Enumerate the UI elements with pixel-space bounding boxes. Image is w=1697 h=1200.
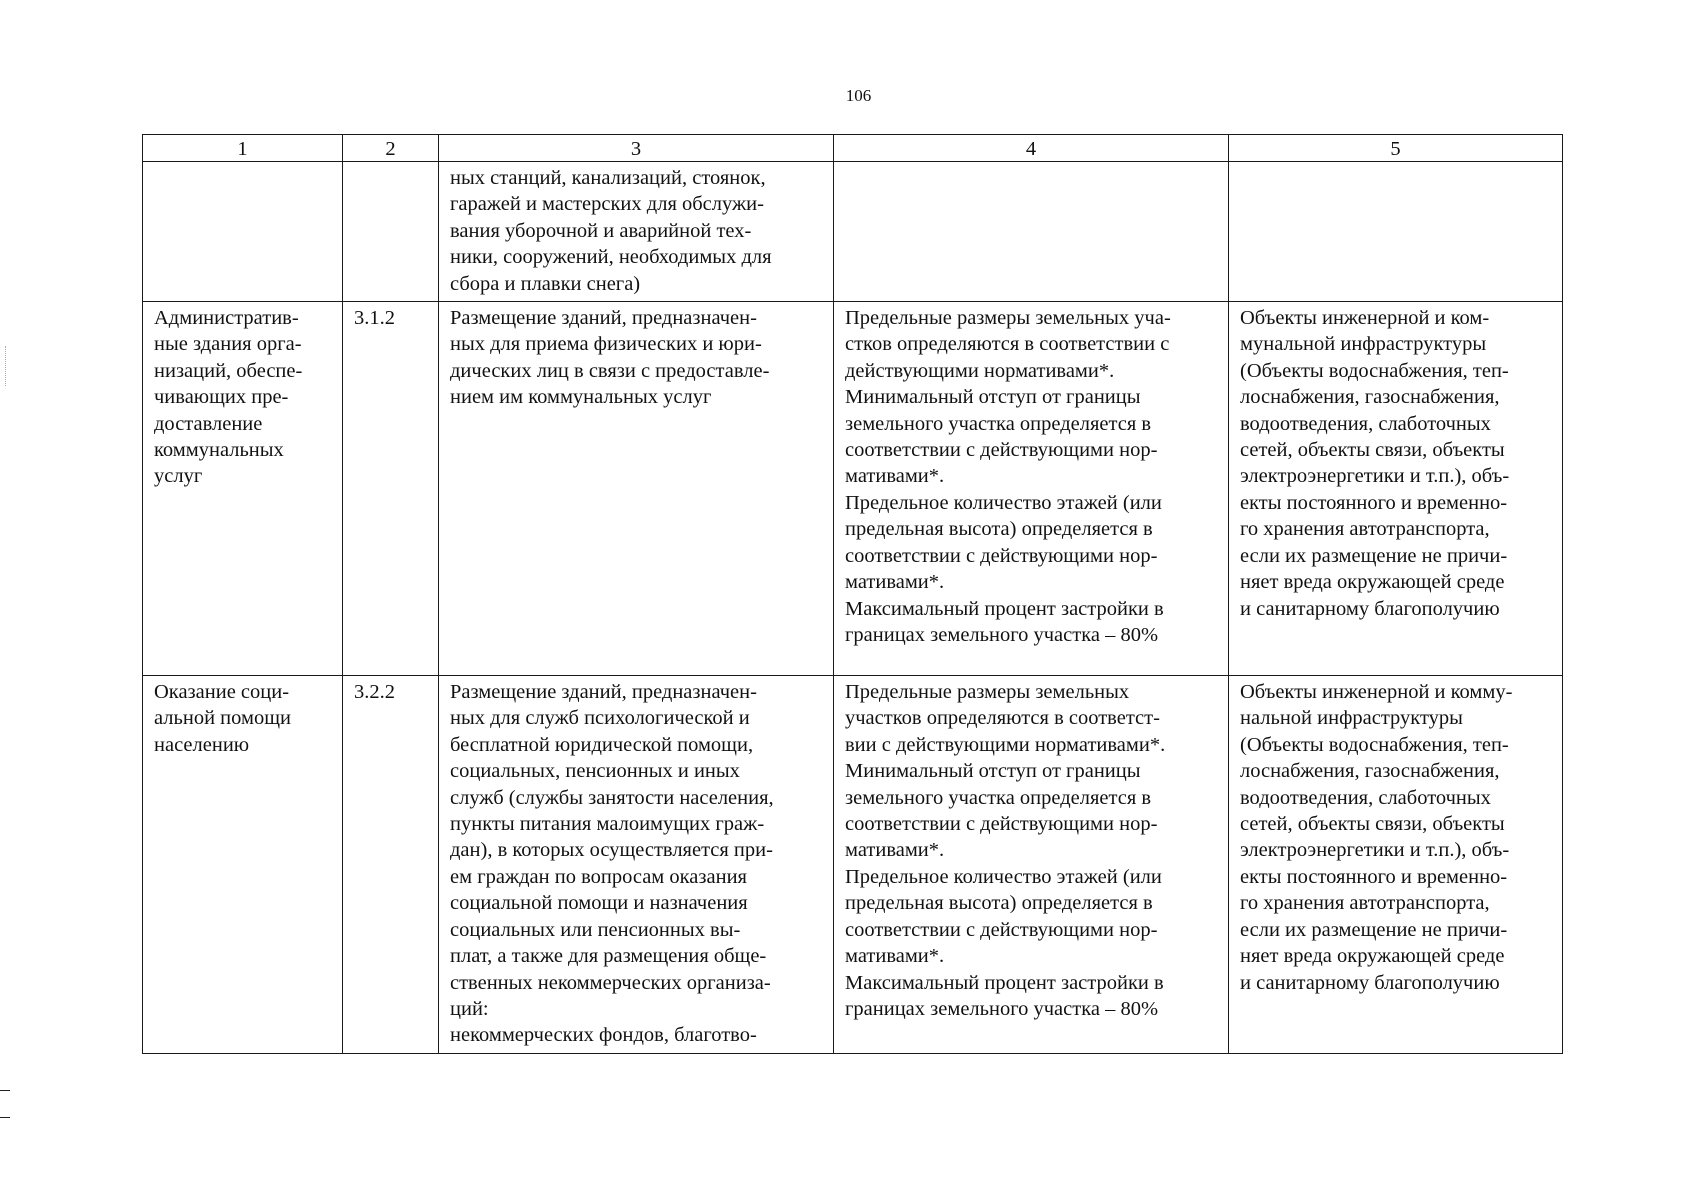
scan-edge-mark bbox=[0, 1117, 10, 1118]
text-line: Размещение зданий, предназначен- bbox=[450, 681, 757, 704]
text-line: го хранения автотранспорта, bbox=[1240, 892, 1490, 915]
text-line: альной помощи bbox=[154, 707, 291, 730]
text-line: низаций, обеспе- bbox=[154, 359, 303, 382]
text-line: няет вреда окружающей среде bbox=[1240, 571, 1505, 594]
scan-edge-mark bbox=[0, 1090, 10, 1091]
table-row bbox=[143, 676, 1563, 1054]
text-line: социальных или пенсионных вы- bbox=[450, 918, 741, 941]
column-header-3: 3 bbox=[439, 135, 834, 162]
parameters-cell bbox=[834, 302, 1229, 676]
text-line: лоснабжения, газоснабжения, bbox=[1240, 386, 1500, 409]
column-header-4: 4 bbox=[834, 135, 1229, 162]
text-line: коммунальных bbox=[154, 439, 284, 462]
text-line: дан), в которых осуществляется при- bbox=[450, 839, 773, 862]
column-header-5: 5 bbox=[1229, 135, 1563, 162]
text-line: участков определяются в соответст- bbox=[845, 707, 1160, 730]
text-line: Максимальный процент застройки в bbox=[845, 971, 1164, 994]
parameters-cell bbox=[834, 676, 1229, 1054]
page-number: 106 bbox=[845, 86, 872, 105]
text-line: ники, сооружений, необходимых для bbox=[450, 246, 772, 269]
table-row bbox=[143, 302, 1563, 676]
text-line: Объекты инженерной и комму- bbox=[1240, 681, 1513, 704]
use-code-cell: 3.1.2 bbox=[343, 302, 439, 676]
text-line: Предельные размеры земельных уча- bbox=[845, 307, 1171, 330]
text-line: вии с действующими нормативами*. bbox=[845, 733, 1166, 756]
text-line: Оказание соци- bbox=[154, 681, 290, 704]
text-line: и санитарному благополучию bbox=[1240, 597, 1500, 620]
text-line: (Объекты водоснабжения, теп- bbox=[1240, 359, 1509, 382]
text-line: водоотведения, слаботочных bbox=[1240, 786, 1491, 809]
text-line: бесплатной юридической помощи, bbox=[450, 733, 754, 756]
text-line: пункты питания малоимущих граж- bbox=[450, 813, 765, 836]
use-name-cell bbox=[143, 676, 343, 1054]
table-row bbox=[143, 162, 1563, 302]
text-line: Предельное количество этажей (или bbox=[845, 865, 1162, 888]
use-description-cell bbox=[439, 676, 834, 1054]
text-line: предельная высота) определяется в bbox=[845, 892, 1153, 915]
text-line: ций: bbox=[450, 997, 489, 1020]
text-line: электроэнергетики и т.п.), объ- bbox=[1240, 839, 1510, 862]
text-line: границах земельного участка – 80% bbox=[845, 997, 1159, 1020]
scan-margin-artifact bbox=[5, 346, 10, 386]
text-line: вания уборочной и аварийной тех- bbox=[450, 219, 752, 242]
text-line: ных для служб психологической и bbox=[450, 707, 750, 730]
text-line: стков определяются в соответствии с bbox=[845, 333, 1170, 356]
text-line: земельного участка определяется в bbox=[845, 412, 1152, 435]
text-line: Размещение зданий, предназначен- bbox=[450, 307, 757, 330]
parameters-cell bbox=[834, 162, 1229, 302]
text-line: Предельные размеры земельных bbox=[845, 681, 1130, 704]
text-line: ных для приема физических и юри- bbox=[450, 333, 762, 356]
text-line: сетей, объекты связи, объекты bbox=[1240, 439, 1505, 462]
text-line: чивающих пре- bbox=[154, 386, 289, 409]
text-line: мативами*. bbox=[845, 839, 945, 862]
text-line: доставление bbox=[154, 412, 263, 435]
text-line: гаражей и мастерских для обслужи- bbox=[450, 193, 764, 216]
land-use-table bbox=[142, 134, 1563, 1054]
text-line: екты постоянного и временно- bbox=[1240, 491, 1508, 514]
text-line: сбора и плавки снега) bbox=[450, 272, 641, 295]
text-line: плат, а также для размещения обще- bbox=[450, 945, 767, 968]
use-description-cell bbox=[439, 162, 834, 302]
text-line: лоснабжения, газоснабжения, bbox=[1240, 760, 1500, 783]
text-line: Минимальный отступ от границы bbox=[845, 760, 1141, 783]
text-line: Минимальный отступ от границы bbox=[845, 386, 1141, 409]
text-line: мативами*. bbox=[845, 571, 945, 594]
text-line: соответствии с действующими нор- bbox=[845, 544, 1158, 567]
use-description-cell bbox=[439, 302, 834, 676]
text-line: электроэнергетики и т.п.), объ- bbox=[1240, 465, 1510, 488]
table-header-row bbox=[143, 135, 1563, 162]
text-line: ем граждан по вопросам оказания bbox=[450, 865, 747, 888]
use-name-cell bbox=[143, 302, 343, 676]
text-line: социальных, пенсионных и иных bbox=[450, 760, 740, 783]
use-code-cell bbox=[343, 162, 439, 302]
text-line: ственных некоммерческих организа- bbox=[450, 971, 771, 994]
column-header-1: 1 bbox=[143, 135, 343, 162]
auxiliary-uses-cell bbox=[1229, 162, 1563, 302]
text-line: няет вреда окружающей среде bbox=[1240, 945, 1505, 968]
text-line: предельная высота) определяется в bbox=[845, 518, 1153, 541]
text-line: ных станций, канализаций, стоянок, bbox=[450, 167, 766, 189]
text-line: нием им коммунальных услуг bbox=[450, 386, 712, 409]
text-line: Предельное количество этажей (или bbox=[845, 491, 1162, 514]
text-line: нальной инфраструктуры bbox=[1240, 707, 1463, 730]
text-line: соответствии с действующими нор- bbox=[845, 439, 1158, 462]
text-line: границах земельного участка – 80% bbox=[845, 623, 1159, 646]
use-name-cell bbox=[143, 162, 343, 302]
text-line: екты постоянного и временно- bbox=[1240, 865, 1508, 888]
auxiliary-uses-cell bbox=[1229, 676, 1563, 1054]
text-line: (Объекты водоснабжения, теп- bbox=[1240, 733, 1509, 756]
text-line: и санитарному благополучию bbox=[1240, 971, 1500, 994]
text-line: ные здания орга- bbox=[154, 333, 302, 356]
text-line: служб (службы занятости населения, bbox=[450, 786, 774, 809]
text-line: сетей, объекты связи, объекты bbox=[1240, 813, 1505, 836]
text-line: соответствии с действующими нор- bbox=[845, 813, 1158, 836]
text-line: мативами*. bbox=[845, 465, 945, 488]
text-line: водоотведения, слаботочных bbox=[1240, 412, 1491, 435]
text-line: некоммерческих фондов, благотво- bbox=[450, 1024, 757, 1047]
text-line: мунальной инфраструктуры bbox=[1240, 333, 1487, 356]
text-line: Административ- bbox=[154, 307, 299, 330]
text-line: соответствии с действующими нор- bbox=[845, 918, 1158, 941]
text-line: Объекты инженерной и ком- bbox=[1240, 307, 1490, 330]
text-line: земельного участка определяется в bbox=[845, 786, 1152, 809]
text-line: социальной помощи и назначения bbox=[450, 892, 748, 915]
text-line: го хранения автотранспорта, bbox=[1240, 518, 1490, 541]
text-line: Максимальный процент застройки в bbox=[845, 597, 1164, 620]
text-line: действующими нормативами*. bbox=[845, 359, 1115, 382]
use-code-cell: 3.2.2 bbox=[343, 676, 439, 1054]
text-line: услуг bbox=[154, 465, 203, 488]
text-line: если их размещение не причи- bbox=[1240, 544, 1508, 567]
auxiliary-uses-cell bbox=[1229, 302, 1563, 676]
column-header-2: 2 bbox=[343, 135, 439, 162]
text-line: мативами*. bbox=[845, 945, 945, 968]
text-line: дических лиц в связи с предоставле- bbox=[450, 359, 770, 382]
text-line: если их размещение не причи- bbox=[1240, 918, 1508, 941]
text-line: населению bbox=[154, 733, 250, 756]
